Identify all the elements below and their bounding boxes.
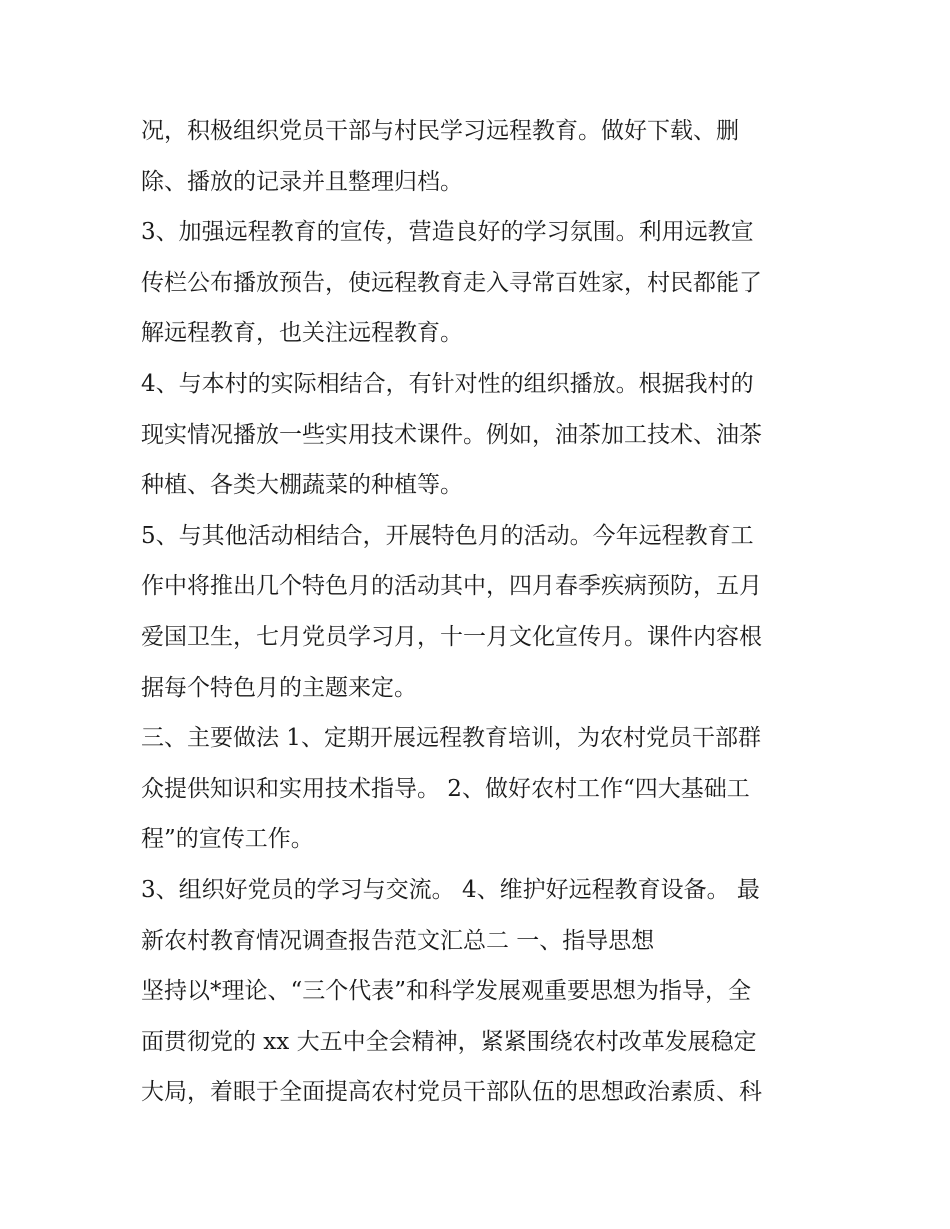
text-line: 程”的宣传工作。 — [141, 826, 314, 853]
text-line: 除、播放的记录并且整理归档。 — [141, 168, 463, 195]
text-line: 三、主要做法 1、定期开展远程教育培训，为农村党员干部群 — [141, 725, 761, 752]
text-line: 况，积极组织党员干部与村民学习远程教育。做好下载、删 — [141, 118, 739, 144]
text-line: 3、加强远程教育的宣传，营造良好的学习氛围。利用远教宣 — [141, 219, 754, 246]
text-line: 众提供知识和实用技术指导。 2、做好农村工作“四大基础工 — [141, 775, 750, 802]
text-line: 5、与其他活动相结合，开展特色月的活动。今年远程教育工 — [141, 522, 754, 549]
text-line: 面贯彻党的 xx 大五中全会精神，紧紧围绕农村改革发展稳定 — [141, 1028, 757, 1055]
text-line: 爱国卫生，七月党员学习月，十一月文化宣传月。课件内容根 — [141, 623, 762, 650]
text-line: 现实情况播放一些实用技术课件。例如，油茶加工技术、油茶 — [141, 421, 762, 448]
text-line: 种植、各类大棚蔬菜的种植等。 — [141, 472, 463, 499]
text-line: 4、与本村的实际相结合，有针对性的组织播放。根据我村的 — [141, 370, 754, 397]
text-line: 新农村教育情况调查报告范文汇总二 一、指导思想 — [141, 927, 655, 954]
text-line: 作中将推出几个特色月的活动其中，四月春季疾病预防，五月 — [141, 573, 762, 600]
text-line: 大局，着眼于全面提高农村党员干部队伍的思想政治素质、科 — [141, 1079, 762, 1106]
text-line: 传栏公布播放预告，使远程教育走入寻常百姓家，村民都能了 — [141, 269, 762, 296]
text-line: 解远程教育，也关注远程教育。 — [141, 320, 463, 347]
text-line: 3、组织好党员的学习与交流。 4、维护好远程教育设备。 最 — [141, 876, 760, 903]
text-line: 坚持以*理论、“三个代表”和科学发展观重要思想为指导，全 — [141, 978, 752, 1005]
document-body — [141, 106, 831, 1118]
text-line: 据每个特色月的主题来定。 — [141, 674, 417, 701]
